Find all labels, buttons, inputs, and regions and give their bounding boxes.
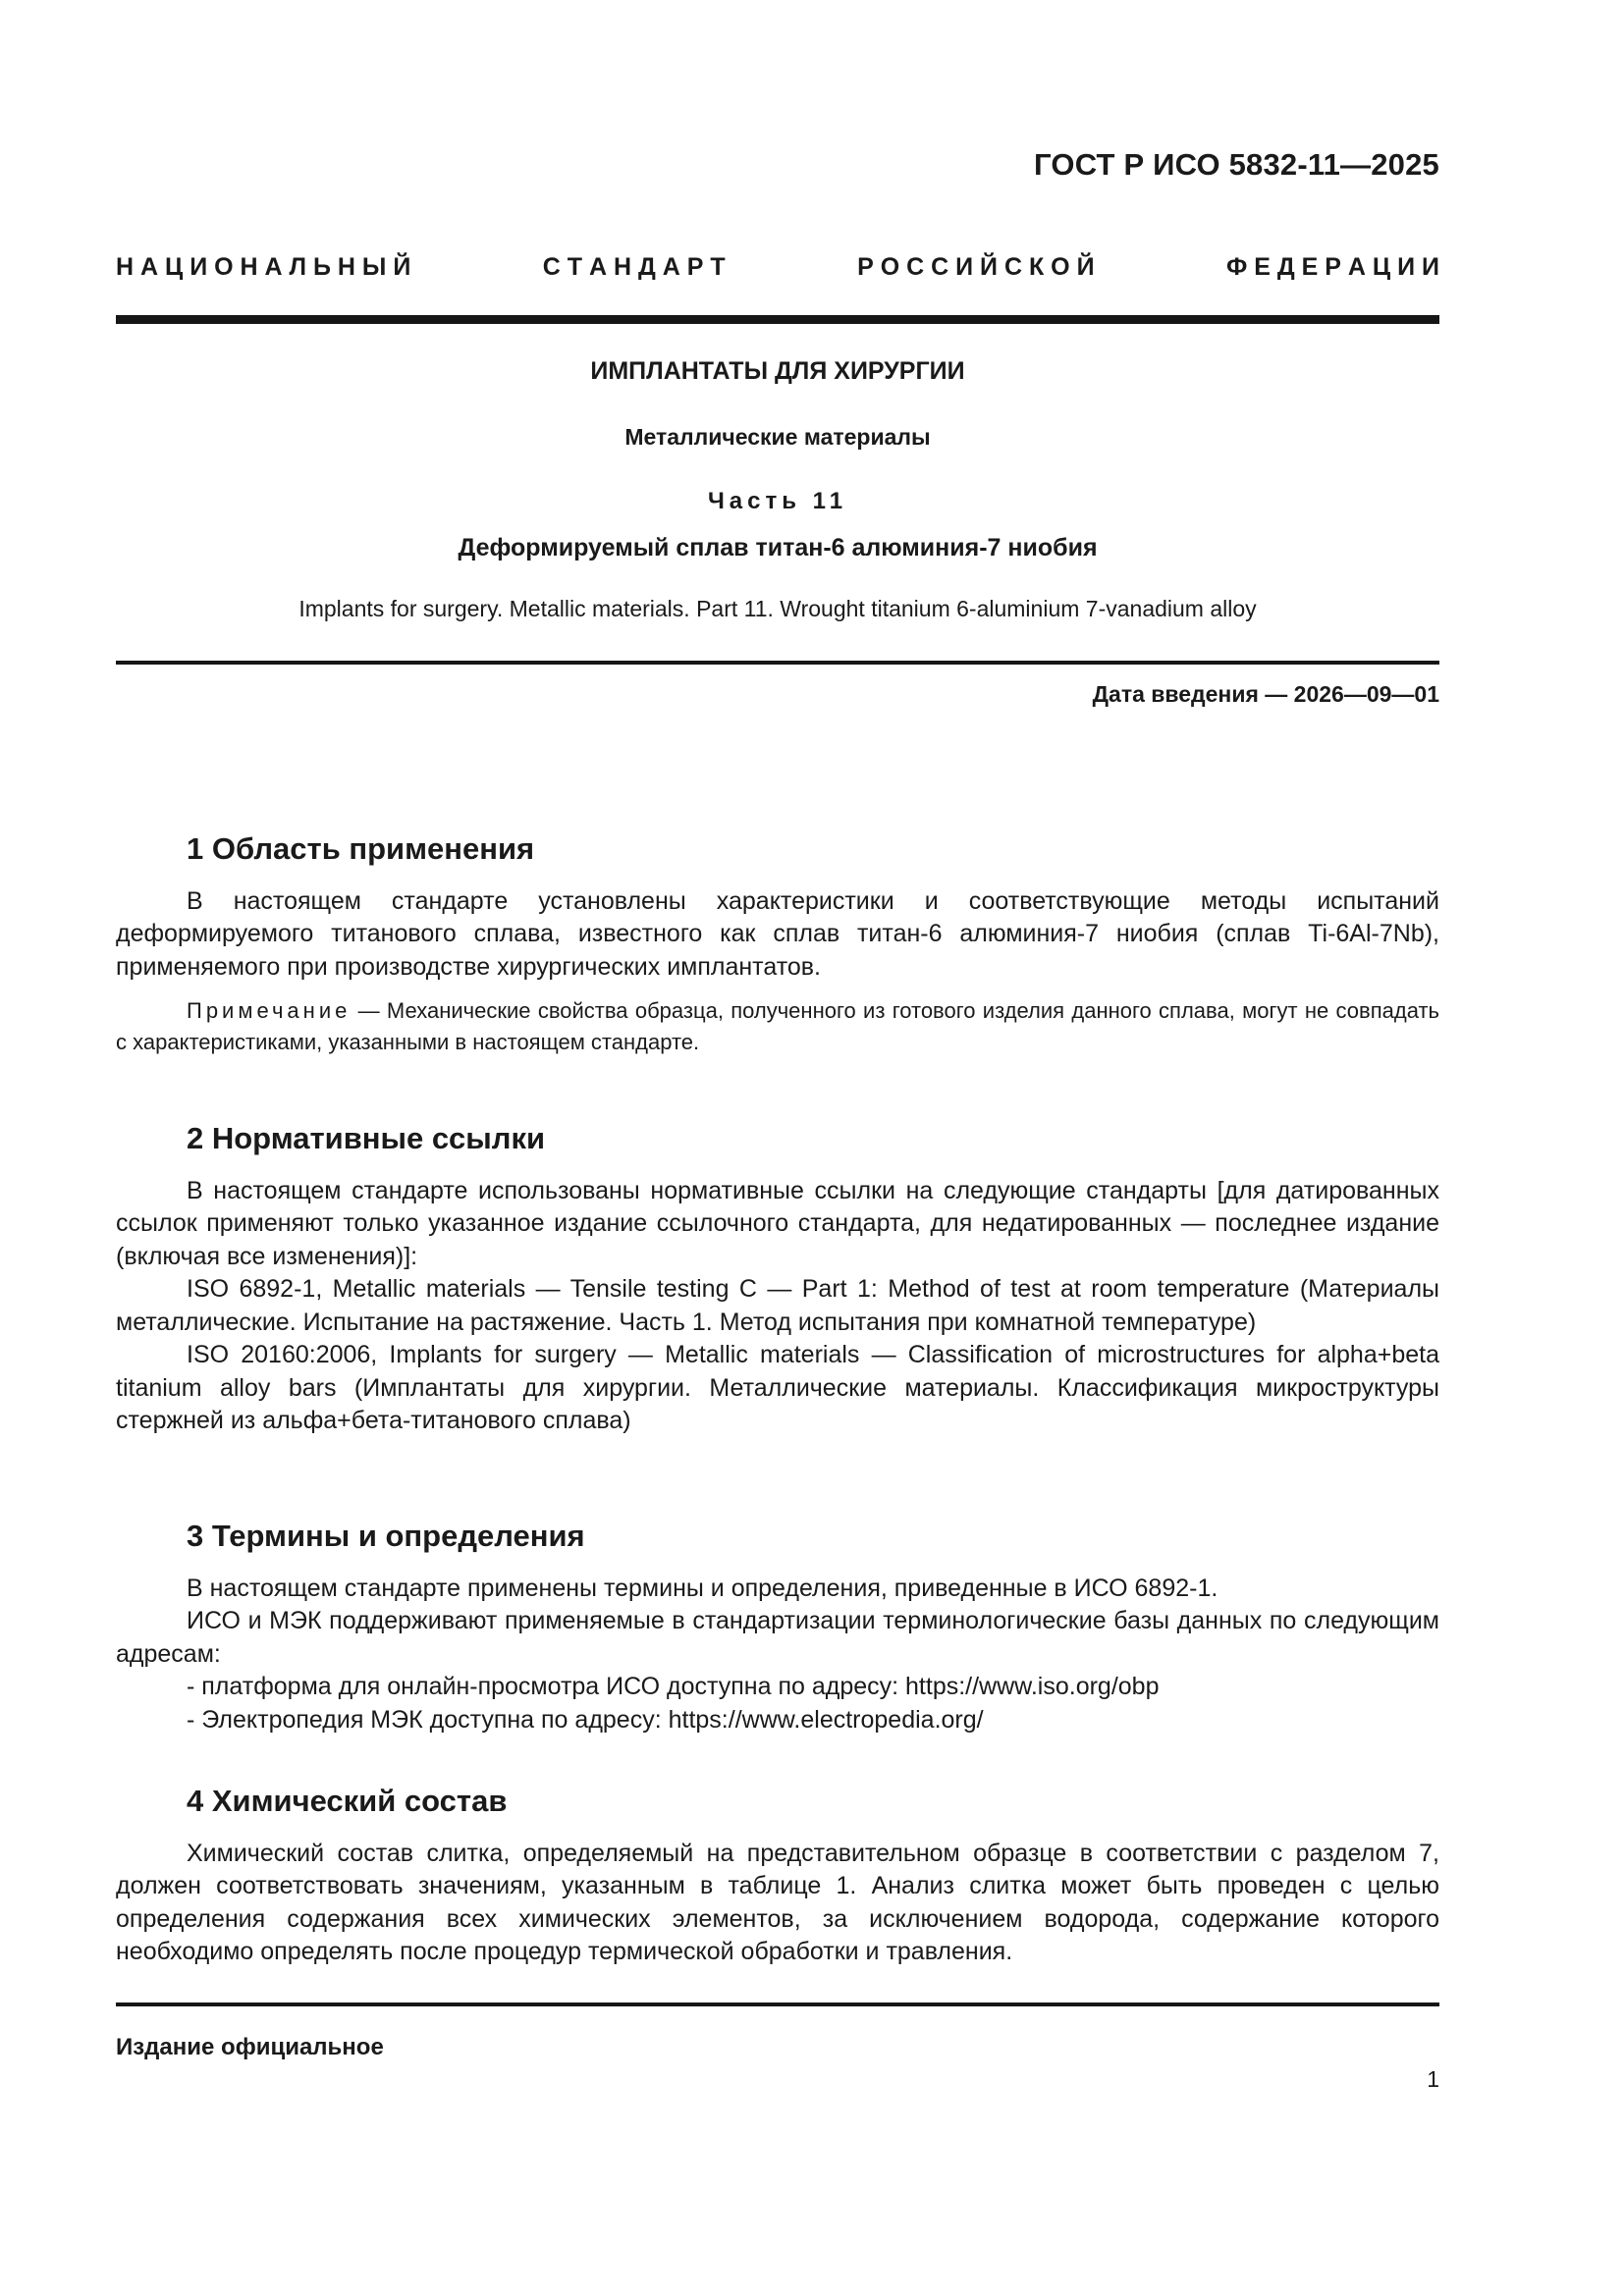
section-heading: 2 Нормативные ссылки: [187, 1121, 546, 1155]
list-item: - Электропедия МЭК доступна по адресу: https://www.electropedia.org/: [187, 1705, 984, 1734]
national-standard-banner: [116, 253, 1439, 282]
section-chemical-composition: [116, 1785, 1439, 1969]
banner-word: Ф Е Д Е Р А Ц И И: [1226, 253, 1439, 281]
note: [116, 995, 1439, 1058]
banner-word: Р О С С И Й С К О Й: [857, 253, 1095, 281]
paragraph: В настоящем стандарте применены термины и определения, приведенные в ИСО 6892-1.: [187, 1574, 1218, 1602]
document-subtitle: Металлические материалы: [624, 424, 931, 450]
note-label: Примечание: [187, 998, 352, 1023]
paragraph: ИСО и МЭК поддерживают применяемые в стандартизации терминологические базы данных по следующим адресам:: [116, 1607, 1439, 1668]
section-heading: 1 Область применения: [187, 831, 535, 866]
note-text: — Механические свойства образца, полученного из готового изделия данного сплава, могут не совпадать с характеристиками, указанными в настоящем стандарте.: [116, 998, 1439, 1054]
official-edition-label: Издание официальное: [116, 2034, 384, 2060]
reference-item: ISO 20160:2006, Implants for surgery — Metallic materials — Classification of microstructures for alpha+beta titanium alloy bars (Имплантаты для хирургии. Металлические материалы. Классификация микроструктуры стержней из альфа+бета-титанового сплава): [116, 1341, 1439, 1434]
introduction-date: Дата введения — 2026—09—01: [1092, 681, 1439, 707]
document-part-title: Деформируемый сплав титан-6 алюминия-7 ниобия: [458, 534, 1098, 561]
paragraph: В настоящем стандарте установлены характеристики и соответствующие методы испытаний деформируемого титанового сплава, известного как сплав титан-6 алюминия-7 ниобия (сплав Ti-6Al-7Nb), применяемого при производстве хирургических имплантатов.: [116, 886, 1439, 981]
reference-item: ISO 6892-1, Metallic materials — Tensile testing C — Part 1: Method of test at room temperature (Материалы металлические. Испытание на растяжение. Часть 1. Метод испытания при комнатной температуре): [116, 1275, 1439, 1336]
header-divider-thick: [116, 315, 1439, 324]
section-normative-references: [116, 1122, 1439, 1438]
banner-word: С Т А Н Д А Р Т: [542, 253, 726, 281]
section-terms: [116, 1520, 1439, 1736]
document-part: Часть 11: [707, 488, 848, 514]
section-heading: 3 Термины и определения: [187, 1519, 585, 1553]
section-scope: [116, 832, 1439, 1058]
standard-code: ГОСТ Р ИСО 5832-11—2025: [1034, 147, 1439, 182]
paragraph: В настоящем стандарте использованы нормативные ссылки на следующие стандарты [для датированных ссылок применяют только указанное издание ссылочного стандарта, для недатированных — последнее издание (включая все изменения)]:: [116, 1176, 1439, 1270]
footer-divider: [116, 2002, 1439, 2006]
document-title: ИМПЛАНТАТЫ ДЛЯ ХИРУРГИИ: [590, 357, 965, 385]
paragraph: Химический состав слитка, определяемый на представительном образце в соответствии с разделом 7, должен соответствовать значениям, указанным в таблице 1. Анализ слитка может быть проведен с целью определения содержания всех химических элементов, за исключением водорода, содержание которого необходимо определять после процедур термической обработки и травления.: [116, 1839, 1439, 1965]
page-number: 1: [1427, 2066, 1439, 2092]
banner-word: Н А Ц И О Н А Л Ь Н Ы Й: [116, 253, 411, 281]
title-divider: [116, 661, 1439, 665]
list-item: - платформа для онлайн-просмотра ИСО доступна по адресу: https://www.iso.org/obp: [187, 1673, 1160, 1700]
section-heading: 4 Химический состав: [187, 1784, 508, 1818]
english-title: Implants for surgery. Metallic materials. Part 11. Wrought titanium 6-aluminium 7-vanadium alloy: [298, 596, 1257, 621]
